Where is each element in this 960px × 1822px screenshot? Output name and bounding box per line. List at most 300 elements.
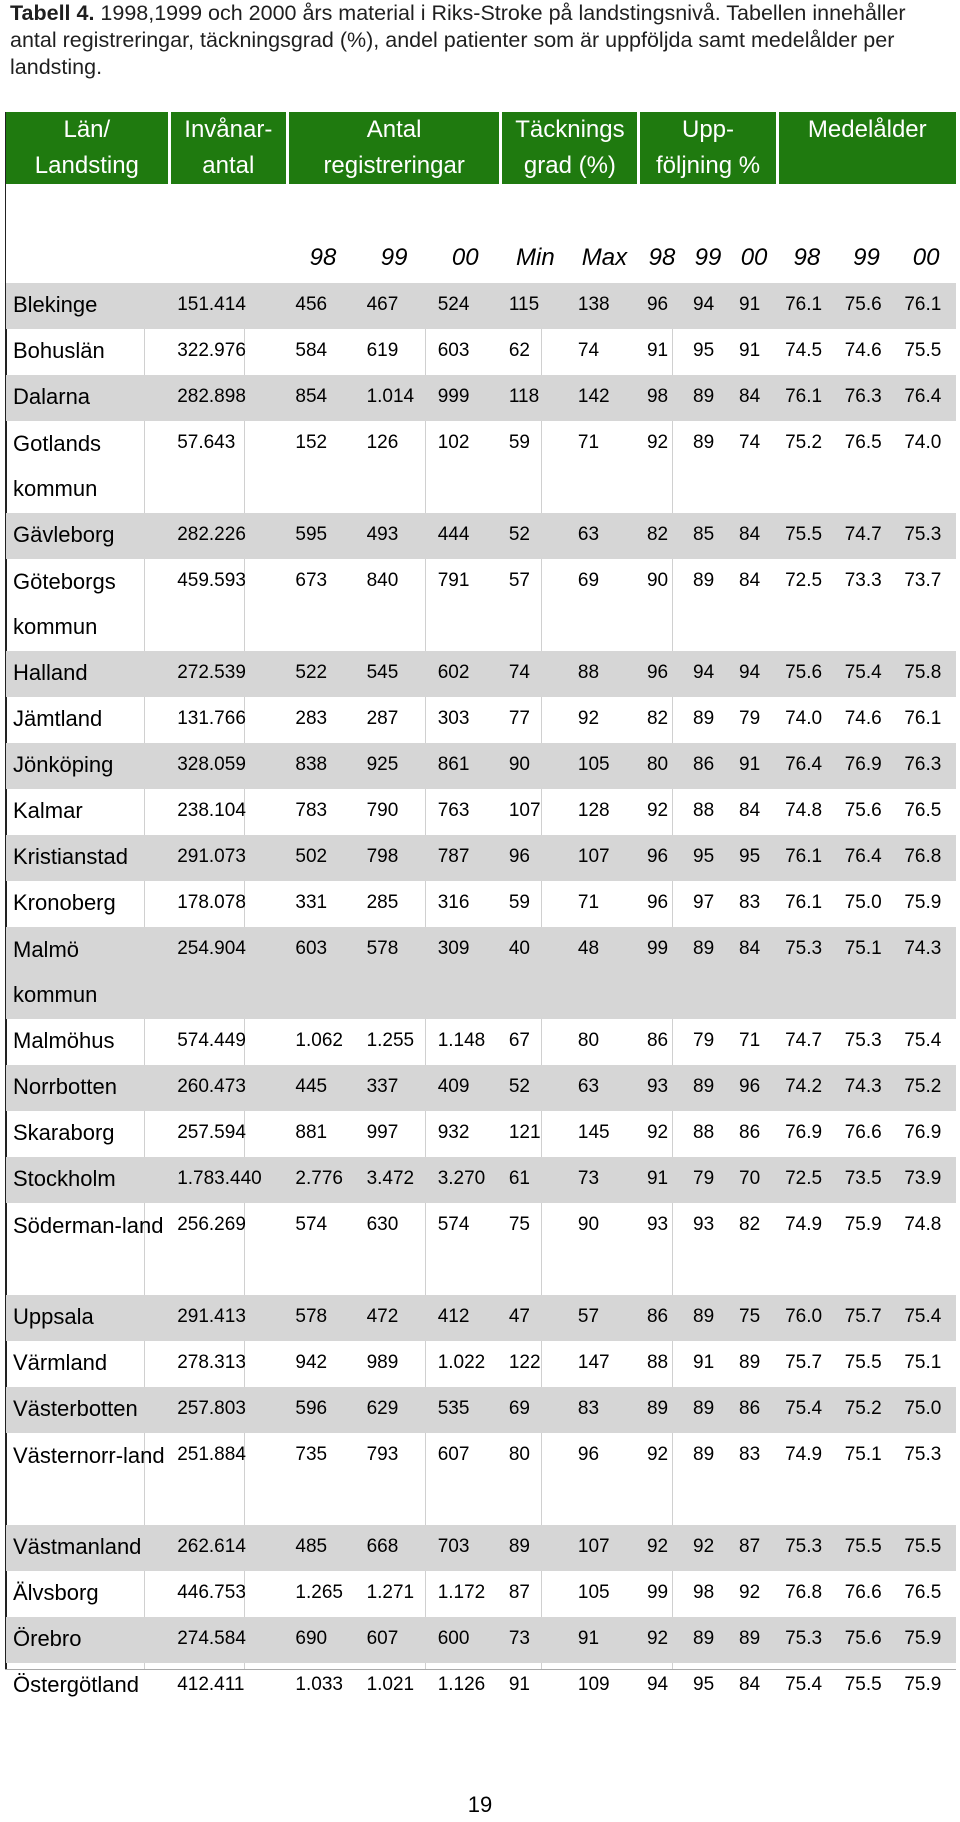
registrations-99: 997 [366,1122,399,1143]
mean-age-99: 74.6 [844,708,882,729]
mean-age-99: 76.3 [837,375,897,421]
coverage-max: 107 [570,835,639,881]
table-row [6,651,956,697]
population: 238.104 [177,800,246,821]
followup-00: 91 [739,340,761,361]
table-row [6,881,956,927]
mean-age-98: 75.3 [777,1525,837,1571]
coverage-min: 74 [501,651,570,697]
mean-age-00: 75.9 [904,892,942,913]
subheader-upp-99: 99 [685,184,731,283]
header-mean-age: Medelålder [777,112,956,184]
followup-99: 95 [693,340,715,361]
followup-98: 92 [639,1525,685,1571]
registrations-00: 791 [437,570,470,591]
registrations-98: 485 [287,1525,358,1571]
followup-99: 79 [685,1157,731,1203]
mean-age-99: 75.1 [844,1444,882,1465]
mean-age-99: 75.5 [844,1674,882,1695]
population: 274.584 [169,1617,287,1663]
registrations-98: 502 [287,835,358,881]
mean-age-99: 75.9 [844,1214,882,1235]
subheader-upp-00: 00 [731,184,777,283]
population: 1.783.440 [169,1157,287,1203]
mean-age-99: 75.7 [837,1295,897,1341]
registrations-98: 1.062 [295,1030,343,1051]
caption-text: 1998,1999 och 2000 års material i Riks-Stroke på landstingsnivå. Tabellen innehåller antal registreringar, täckningsgrad (%), andel patienter som är uppföljda samt medelålder per landsting. [10,1,906,79]
table-row [6,421,956,513]
followup-00: 89 [739,1352,761,1373]
registrations-98: 578 [287,1295,358,1341]
followup-98: 89 [639,1387,685,1433]
subheader-blank [6,184,169,283]
table-row [6,329,956,375]
followup-00: 84 [739,1674,761,1695]
registrations-99: 287 [366,708,399,729]
followup-00: 83 [739,1444,761,1465]
table-row [6,1387,956,1433]
population: 151.414 [169,283,287,329]
landsting-name: Halland [6,651,169,697]
landsting-name: Västmanland [6,1525,169,1571]
registrations-00: 861 [430,743,501,789]
table-row [6,1203,956,1295]
coverage-min: 61 [501,1157,570,1203]
coverage-min: 69 [501,1387,570,1433]
followup-98: 96 [639,651,685,697]
table-row [6,1663,956,1709]
registrations-98: 690 [287,1617,358,1663]
mean-age-99: 75.0 [844,892,882,913]
coverage-min: 122 [508,1352,541,1373]
mean-age-00: 76.9 [904,1122,942,1143]
subheader-reg-98: 98 [287,184,358,283]
followup-99: 95 [693,1674,715,1695]
population: 131.766 [177,708,246,729]
coverage-max: 73 [570,1157,639,1203]
table-row [6,835,956,881]
population: 254.904 [169,927,287,1019]
coverage-min: 59 [508,892,530,913]
mean-age-00: 74.0 [904,432,942,453]
followup-99: 98 [693,1582,715,1603]
registrations-99: 1.271 [366,1582,415,1603]
registrations-00: 763 [437,800,470,821]
landsting-name: Jämtland [13,706,103,731]
coverage-min: 73 [501,1617,570,1663]
mean-age-00: 75.0 [896,1387,956,1433]
registrations-99: 126 [366,432,399,453]
registrations-00: 102 [437,432,470,453]
population: 278.313 [177,1352,246,1373]
landsting-name: Älvsborg [13,1580,99,1605]
mean-age-00: 74.3 [896,927,956,1019]
followup-99: 89 [685,1617,731,1663]
table-row [6,1019,956,1065]
coverage-min: 67 [508,1030,530,1051]
registrations-99: 578 [359,927,430,1019]
mean-age-98: 75.7 [785,1352,823,1373]
followup-00: 84 [731,513,777,559]
followup-99: 94 [685,283,731,329]
population: 178.078 [177,892,246,913]
table-row [6,1341,956,1387]
population: 574.449 [177,1030,246,1051]
followup-99: 89 [685,927,731,1019]
registrations-00: 303 [437,708,470,729]
mean-age-00: 75.2 [896,1065,956,1111]
followup-99: 91 [693,1352,715,1373]
followup-98: 91 [639,1157,685,1203]
population: 459.593 [177,570,246,591]
registrations-99: 630 [366,1214,399,1235]
coverage-min: 40 [501,927,570,1019]
mean-age-98: 76.0 [777,1295,837,1341]
population: 291.073 [169,835,287,881]
registrations-00: 409 [430,1065,501,1111]
followup-00: 91 [731,283,777,329]
table-row [6,927,956,1019]
mean-age-99: 75.6 [837,283,897,329]
followup-00: 91 [731,743,777,789]
mean-age-98: 76.8 [785,1582,823,1603]
registrations-98: 673 [295,570,328,591]
landsting-name: Stockholm [6,1157,169,1203]
mean-age-98: 74.8 [785,800,823,821]
registrations-98: 838 [287,743,358,789]
population: 322.976 [177,340,246,361]
coverage-max: 91 [570,1617,639,1663]
landsting-name: Norrbotten [6,1065,169,1111]
statistics-table [6,112,956,1709]
population: 282.226 [169,513,287,559]
registrations-99: 545 [359,651,430,697]
coverage-max: 105 [577,1582,610,1603]
mean-age-00: 75.1 [904,1352,942,1373]
followup-98: 92 [646,800,669,821]
table-row [6,1065,956,1111]
followup-98: 99 [646,1582,669,1603]
registrations-00: 412 [430,1295,501,1341]
coverage-max: 88 [570,651,639,697]
mean-age-99: 76.6 [844,1122,882,1143]
coverage-min: 52 [501,513,570,559]
followup-98: 88 [646,1352,669,1373]
coverage-max: 107 [570,1525,639,1571]
table-caption [10,0,950,81]
mean-age-99: 74.7 [837,513,897,559]
registrations-00: 535 [430,1387,501,1433]
followup-98: 93 [646,1214,669,1235]
followup-00: 87 [731,1525,777,1571]
registrations-98: 603 [287,927,358,1019]
followup-98: 86 [646,1030,669,1051]
mean-age-98: 74.0 [785,708,823,729]
registrations-99: 607 [359,1617,430,1663]
mean-age-99: 74.3 [837,1065,897,1111]
landsting-name: Dalarna [6,375,169,421]
mean-age-98: 76.1 [785,892,823,913]
mean-age-00: 73.9 [896,1157,956,1203]
mean-age-99: 75.5 [844,1352,882,1373]
followup-99: 89 [685,1387,731,1433]
followup-99: 92 [685,1525,731,1571]
mean-age-00: 75.9 [896,1617,956,1663]
registrations-99: 285 [366,892,399,913]
followup-00: 74 [739,432,761,453]
coverage-min: 96 [501,835,570,881]
registrations-98: 596 [287,1387,358,1433]
followup-00: 82 [739,1214,761,1235]
mean-age-99: 76.4 [837,835,897,881]
coverage-max: 109 [577,1674,610,1695]
registrations-98: 595 [287,513,358,559]
landsting-name: Malmöhus [13,1028,115,1053]
mean-age-00: 75.4 [904,1030,942,1051]
mean-age-98: 75.3 [777,1617,837,1663]
coverage-max: 80 [577,1030,600,1051]
registrations-98: 942 [295,1352,328,1373]
mean-age-98: 74.9 [785,1214,823,1235]
mean-age-99: 75.4 [837,651,897,697]
coverage-max: 128 [577,800,610,821]
mean-age-98: 76.9 [785,1122,823,1143]
coverage-max: 96 [577,1444,600,1465]
mean-age-00: 75.8 [896,651,956,697]
table-row [6,1433,956,1525]
mean-age-99: 75.3 [844,1030,882,1051]
registrations-99: 793 [366,1444,399,1465]
registrations-00: 999 [430,375,501,421]
coverage-min: 90 [501,743,570,789]
registrations-00: 603 [437,340,470,361]
coverage-max: 90 [577,1214,600,1235]
page-number: 19 [467,1792,493,1817]
registrations-98: 2.776 [287,1157,358,1203]
table-row [6,375,956,421]
followup-00: 92 [739,1582,761,1603]
coverage-max: 63 [570,513,639,559]
registrations-98: 283 [295,708,328,729]
landsting-name: Örebro [6,1617,169,1663]
registrations-00: 932 [437,1122,470,1143]
registrations-98: 456 [287,283,358,329]
coverage-max: 74 [577,340,600,361]
followup-00: 75 [731,1295,777,1341]
followup-98: 94 [646,1674,669,1695]
landsting-name: Kronoberg [13,890,116,915]
followup-00: 70 [731,1157,777,1203]
subheader-min: Min [501,184,570,283]
registrations-00: 1.172 [437,1582,486,1603]
coverage-min: 57 [508,570,530,591]
landsting-name: Östergötland [13,1672,139,1697]
population: 257.803 [169,1387,287,1433]
registrations-99: 798 [359,835,430,881]
landsting-name: Göteborgs kommun [13,569,116,639]
landsting-name: Kalmar [13,798,83,823]
population: 291.413 [169,1295,287,1341]
followup-00: 84 [739,570,761,591]
followup-99: 93 [693,1214,715,1235]
coverage-max: 63 [570,1065,639,1111]
coverage-max: 48 [570,927,639,1019]
followup-98: 96 [639,283,685,329]
followup-99: 97 [693,892,715,913]
mean-age-00: 75.9 [904,1674,942,1695]
registrations-00: 524 [430,283,501,329]
mean-age-00: 76.1 [896,283,956,329]
followup-98: 93 [639,1065,685,1111]
header-registrations: Antal registreringar [287,112,500,184]
followup-00: 86 [739,1122,761,1143]
mean-age-98: 75.6 [777,651,837,697]
landsting-name: Värmland [13,1350,108,1375]
subheader-age-00: 00 [896,184,956,283]
population: 256.269 [177,1214,246,1235]
landsting-name: Blekinge [6,283,169,329]
mean-age-99: 75.1 [837,927,897,1019]
population: 446.753 [177,1582,246,1603]
followup-98: 98 [639,375,685,421]
coverage-min: 121 [508,1122,541,1143]
registrations-98: 584 [295,340,328,361]
registrations-99: 668 [359,1525,430,1571]
followup-98: 82 [639,513,685,559]
followup-99: 89 [693,570,715,591]
mean-age-99: 75.5 [837,1525,897,1571]
landsting-name: Malmö kommun [6,927,169,1019]
subheader-row [6,184,956,283]
coverage-min: 91 [508,1674,530,1695]
mean-age-00: 76.3 [896,743,956,789]
registrations-98: 522 [287,651,358,697]
landsting-name: Västerbotten [6,1387,169,1433]
followup-00: 79 [739,708,761,729]
mean-age-98: 74.9 [785,1444,823,1465]
landsting-name: Uppsala [6,1295,169,1341]
followup-00: 95 [731,835,777,881]
coverage-min: 118 [501,375,570,421]
registrations-00: 1.022 [437,1352,486,1373]
mean-age-98: 75.4 [785,1674,823,1695]
followup-99: 89 [685,375,731,421]
population: 282.898 [169,375,287,421]
followup-99: 89 [693,708,715,729]
coverage-max: 71 [577,432,600,453]
followup-99: 94 [685,651,731,697]
followup-00: 84 [731,927,777,1019]
followup-99: 89 [693,1444,715,1465]
followup-98: 90 [646,570,669,591]
coverage-min: 62 [508,340,530,361]
registrations-99: 989 [366,1352,399,1373]
registrations-98: 1.265 [295,1582,343,1603]
followup-98: 96 [639,835,685,881]
header-lan: Län/ Landsting [6,112,169,184]
landsting-name: Västernorr-land [13,1443,165,1468]
registrations-00: 1.126 [437,1674,486,1695]
registrations-98: 854 [287,375,358,421]
registrations-99: 790 [366,800,399,821]
followup-99: 89 [693,432,715,453]
mean-age-98: 75.3 [777,927,837,1019]
mean-age-00: 75.3 [904,1444,942,1465]
mean-age-98: 76.1 [777,375,837,421]
header-coverage: Täcknings grad (%) [501,112,639,184]
coverage-min: 87 [508,1582,530,1603]
followup-99: 89 [685,1295,731,1341]
landsting-name: Söderman-land [13,1213,164,1238]
registrations-99: 493 [359,513,430,559]
subheader-upp-98: 98 [639,184,685,283]
coverage-min: 89 [501,1525,570,1571]
landsting-name: Gävleborg [6,513,169,559]
population: 272.539 [169,651,287,697]
landsting-name: Skaraborg [13,1120,115,1145]
mean-age-00: 76.5 [904,800,942,821]
registrations-00: 574 [437,1214,470,1235]
mean-age-00: 73.7 [904,570,942,591]
registrations-98: 881 [295,1122,328,1143]
coverage-max: 145 [577,1122,610,1143]
followup-98: 99 [639,927,685,1019]
registrations-99: 1.014 [359,375,430,421]
population: 257.594 [177,1122,246,1143]
population: 262.614 [169,1525,287,1571]
subheader-reg-99: 99 [359,184,430,283]
table-row [6,1525,956,1571]
registrations-00: 787 [430,835,501,881]
registrations-98: 1.033 [295,1674,343,1695]
subheader-reg-00: 00 [430,184,501,283]
mean-age-99: 75.6 [844,800,882,821]
registrations-98: 735 [295,1444,328,1465]
followup-00: 71 [739,1030,761,1051]
coverage-max: 138 [570,283,639,329]
mean-age-98: 75.4 [777,1387,837,1433]
registrations-00: 602 [430,651,501,697]
coverage-max: 142 [570,375,639,421]
registrations-98: 152 [295,432,328,453]
mean-age-98: 74.2 [777,1065,837,1111]
followup-00: 84 [731,375,777,421]
mean-age-00: 75.5 [896,1525,956,1571]
coverage-min: 47 [501,1295,570,1341]
coverage-min: 80 [508,1444,530,1465]
followup-99: 86 [685,743,731,789]
subheader-age-99: 99 [837,184,897,283]
coverage-min: 115 [501,283,570,329]
table-row [6,1157,956,1203]
mean-age-00: 76.5 [904,1582,942,1603]
population: 251.884 [177,1444,246,1465]
mean-age-00: 75.4 [896,1295,956,1341]
landsting-name: Jönköping [6,743,169,789]
coverage-min: 107 [508,800,541,821]
registrations-99: 3.472 [359,1157,430,1203]
registrations-98: 445 [287,1065,358,1111]
table-row [6,1295,956,1341]
registrations-99: 840 [366,570,399,591]
registrations-00: 607 [437,1444,470,1465]
landsting-name: Gotlands kommun [13,431,102,501]
subheader-age-98: 98 [777,184,837,283]
header-population: Invånar- antal [169,112,287,184]
registrations-00: 309 [430,927,501,1019]
header-row [6,112,956,184]
followup-99: 95 [685,835,731,881]
